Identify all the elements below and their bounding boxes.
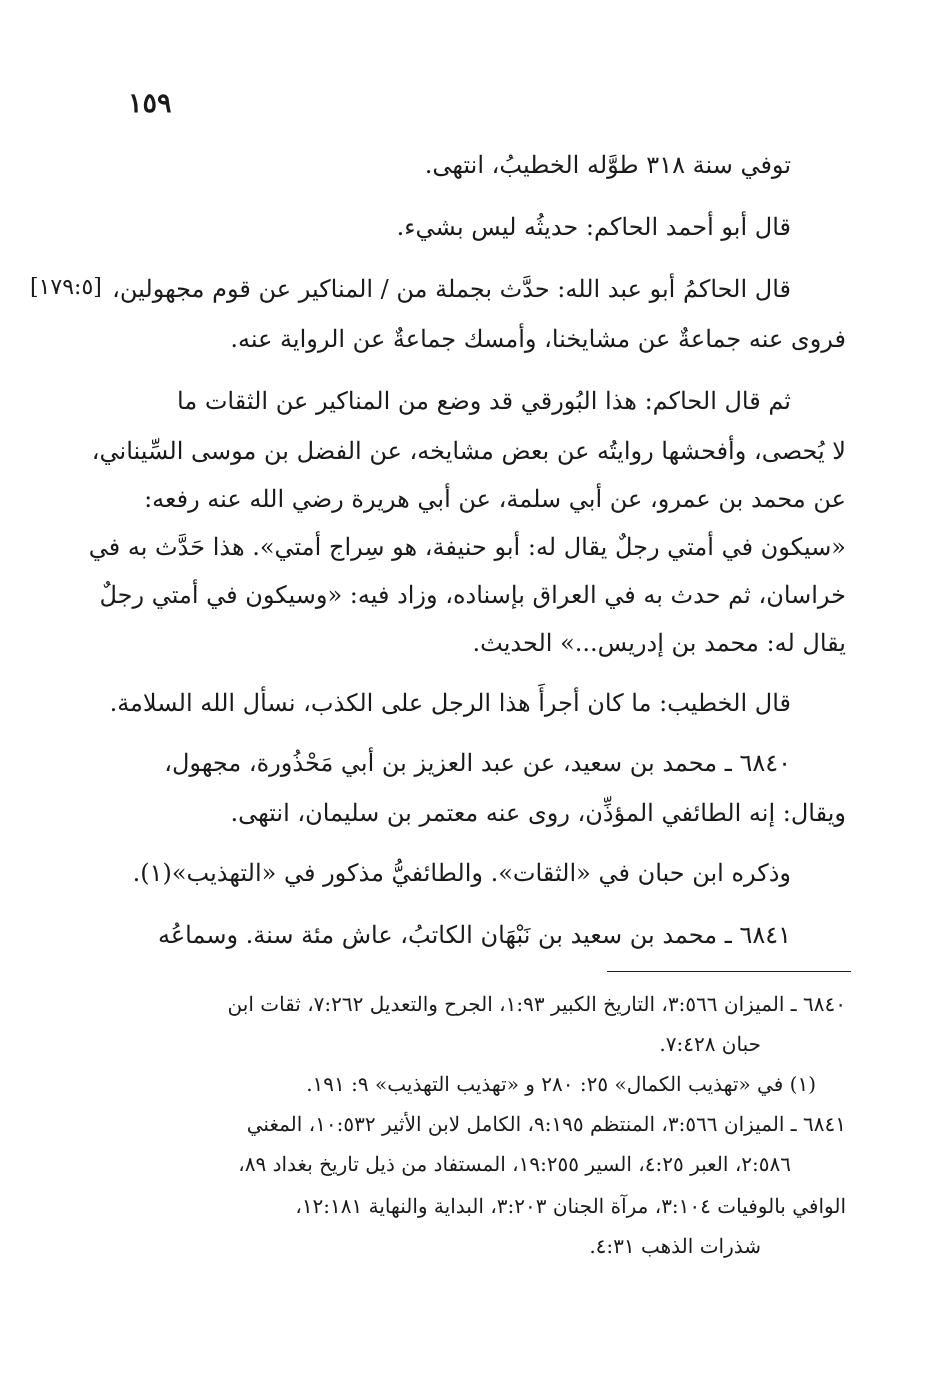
footnote-line: ٢:٥٨٦، العبر ٤:٢٥، السير ١٩:٢٥٥، المستفاد من ذيل تاريخ بغداد ٨٩، <box>238 1152 791 1176</box>
entry-heading: ٦٨٤١ ـ محمد بن سعيد بن نَبْهَان الكاتبُ، عاش مئة سنة. وسماعُه <box>157 921 791 949</box>
footnote-line: الوافي بالوفيات ٣:١٠٤، مرآة الجنان ٣:٢٠٣، البداية والنهاية ١٢:١٨١، <box>295 1194 846 1218</box>
body-line: قال الخطيب: ما كان أجرأَ هذا الرجل على الكذب، نسأل الله السلامة. <box>109 689 791 717</box>
footnote-separator <box>607 971 851 972</box>
body-line: عن محمد بن عمرو، عن أبي سلمة، عن أبي هريرة رضي الله عنه رفعه: <box>144 485 846 513</box>
body-line: ثم قال الحاكم: هذا البُورقي قد وضع من المناكير عن الثقات ما <box>177 387 791 415</box>
page-number: ١٥٩ <box>128 88 172 119</box>
body-line: توفي سنة ٣١٨ طوَّله الخطيبُ، انتهى. <box>424 151 791 179</box>
body-line: ويقال: إنه الطائفي المؤذِّن، روى عنه معتمر بن سليمان، انتهى. <box>230 799 846 827</box>
body-line: قال أبو أحمد الحاكم: حديثُه ليس بشيء. <box>396 213 791 241</box>
footnote-line: حبان ٧:٤٢٨. <box>659 1032 761 1056</box>
body-line: وذكره ابن حبان في «الثقات». والطائفيُّ مذكور في «التهذيب»(١). <box>132 859 791 887</box>
footnote-line: ٦٨٤١ ـ الميزان ٣:٥٦٦، المنتظم ٩:١٩٥، الكامل لابن الأثير ١٠:٥٣٢، المغني <box>246 1112 846 1136</box>
footnote-line: (١) في «تهذيب الكمال» ٢٥: ٢٨٠ و «تهذيب التهذيب» ٩: ١٩١. <box>306 1072 816 1096</box>
footnote-line: ٦٨٤٠ ـ الميزان ٣:٥٦٦، التاريخ الكبير ١:٩٣، الجرح والتعديل ٧:٢٦٢، ثقات ابن <box>227 992 846 1016</box>
margin-reference: [١٧٩:٥] <box>30 275 102 300</box>
body-line: «سيكون في أمتي رجلٌ يقال له: أبو حنيفة، هو سِراج أمتي». هذا حَدَّث به في <box>88 533 846 561</box>
footnote-line: شذرات الذهب ٤:٣١. <box>589 1234 761 1258</box>
entry-heading: ٦٨٤٠ ـ محمد بن سعيد، عن عبد العزيز بن أبي مَحْذُورة، مجهول، <box>164 749 791 777</box>
body-line: يقال له: محمد بن إدريس...» الحديث. <box>472 629 846 657</box>
body-line: فروى عنه جماعةٌ عن مشايخنا، وأمسك جماعةٌ عن الرواية عنه. <box>230 325 846 353</box>
body-line: لا يُحصى، وأفحشها روايتُه عن بعض مشايخه، عن الفضل بن موسى السِّيناني، <box>91 437 846 465</box>
body-line: قال الحاكمُ أبو عبد الله: حدَّث بجملة من / المناكير عن قوم مجهولين، <box>112 275 791 303</box>
body-line: خراسان، ثم حدث به في العراق بإسناده، وزاد فيه: «وسيكون في أمتي رجلٌ <box>99 581 846 609</box>
